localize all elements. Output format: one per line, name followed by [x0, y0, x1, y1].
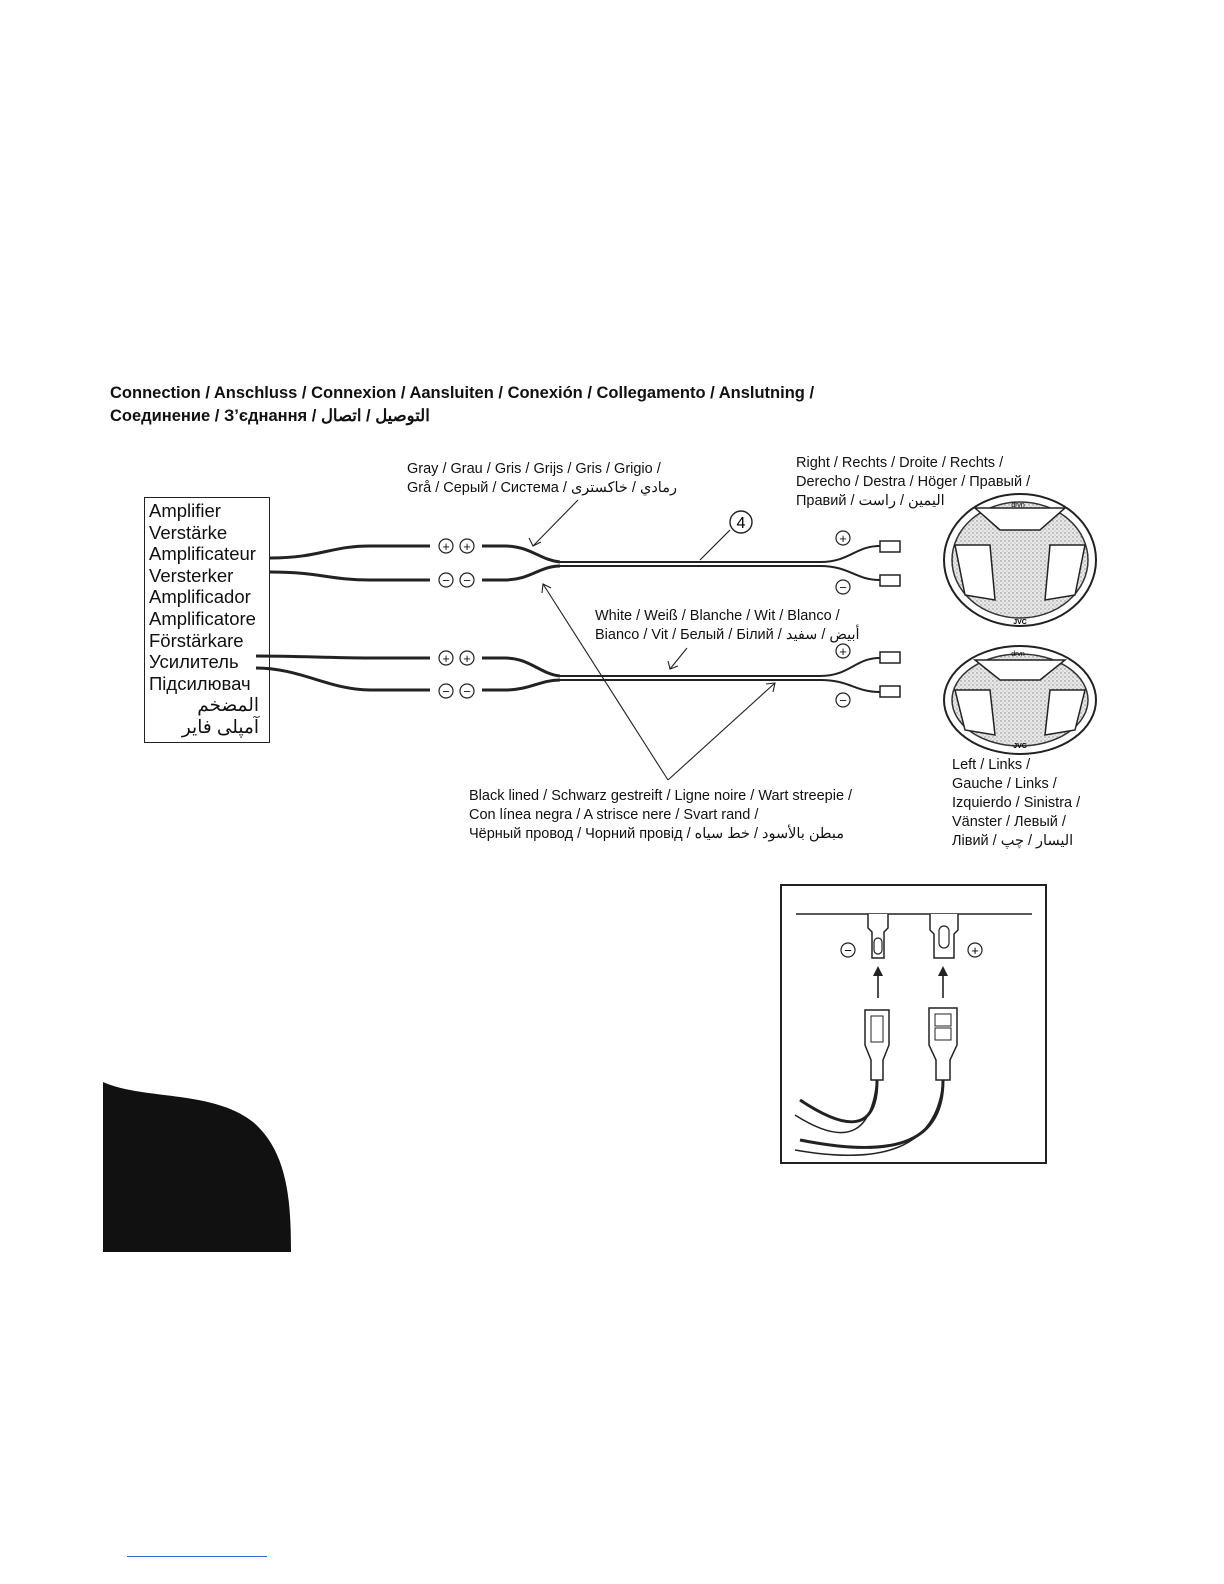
- black-wire-label-line1: Black lined / Schwarz gestreift / Ligne noire / Wart streepie /: [469, 788, 853, 804]
- minus-symbol: −: [844, 943, 852, 958]
- right-speaker-label-line3: Правий / اليمين / راست: [796, 493, 945, 509]
- minus-symbol: −: [463, 573, 471, 588]
- speaker-brand: JVC: [1013, 743, 1027, 750]
- black-wire-label-line2: Con línea negra / A strisce nere / Svart rand /: [469, 807, 759, 823]
- gray-wire-label-line2: Grå / Серый / Система / رمادي / خاکستری: [407, 480, 677, 496]
- cable-number: 4: [736, 515, 746, 532]
- page-title-line2: Соединение / З’єднання / التوصيل / اتصال: [110, 407, 430, 425]
- plus-symbol: +: [971, 943, 979, 958]
- plus-symbol: +: [839, 644, 847, 659]
- lower-terminal-plus: [880, 652, 900, 663]
- amplifier-label-en: Amplifier: [149, 500, 221, 521]
- minus-symbol: −: [442, 573, 450, 588]
- plus-symbol: +: [463, 651, 471, 666]
- plus-symbol: +: [442, 651, 450, 666]
- lower-terminal-minus: [880, 686, 900, 697]
- amplifier-label-it: Amplificatore: [149, 607, 256, 629]
- black-wire-label-line3: Чёрный провод / Чорний провід / مبطن بالأسود / خط سیاه: [469, 826, 844, 842]
- amplifier-label-nl: Versterker: [149, 564, 234, 586]
- minus-symbol: −: [463, 684, 471, 699]
- amplifier-label-ar: المضخم: [197, 694, 259, 716]
- amplifier-label-es: Amplificador: [149, 586, 251, 608]
- terminal-inset: [781, 885, 1046, 1163]
- cable-number-leader: [700, 530, 730, 560]
- speaker-top-brand: drvn: [1011, 502, 1025, 509]
- left-speaker-label-line5: Лівий / اليسار / چپ: [952, 833, 1074, 849]
- plus-symbol: +: [442, 539, 450, 554]
- amplifier-label-de: Verstärke: [149, 521, 228, 543]
- left-speaker-label-line1: Left / Links /: [952, 757, 1031, 773]
- left-speaker-label-line3: Izquierdo / Sinistra /: [952, 795, 1081, 811]
- right-speaker-label-line1: Right / Rechts / Droite / Rechts /: [796, 455, 1004, 471]
- amplifier-label-fa: آمپلی فایر: [181, 715, 259, 737]
- white-wire-label-line2: Bianco / Vit / Белый / Білий / أبيض / سفید: [595, 627, 860, 643]
- page-tab-marker: [103, 1082, 293, 1252]
- bottom-rule: [127, 1556, 267, 1557]
- speaker-top-brand: drvn: [1011, 651, 1025, 658]
- plus-symbol: +: [463, 539, 471, 554]
- white-wire-label-line1: White / Weiß / Blanche / Wit / Blanco /: [595, 608, 840, 624]
- minus-symbol: −: [839, 693, 847, 708]
- amplifier-label-ru: Усилитель: [149, 651, 239, 673]
- page-title-line1: Connection / Anschluss / Connexion / Aansluiten / Conexión / Collegamento / Anslutning /: [110, 384, 815, 402]
- right-speaker: [944, 494, 1096, 626]
- lower-cable: [256, 656, 880, 692]
- leader-lines: [529, 500, 775, 780]
- minus-symbol: −: [442, 684, 450, 699]
- amplifier-label-sv: Förstärkare: [149, 629, 244, 651]
- plus-symbol: +: [839, 531, 847, 546]
- upper-cable: [270, 546, 880, 580]
- upper-terminal-minus: [880, 575, 900, 586]
- right-speaker-label-line2: Derecho / Destra / Höger / Правый /: [796, 474, 1031, 490]
- gray-wire-label-line1: Gray / Grau / Gris / Grijs / Gris / Grigio /: [407, 461, 661, 477]
- speaker-brand: JVC: [1013, 619, 1027, 626]
- left-speaker-label-line2: Gauche / Links /: [952, 776, 1057, 792]
- left-speaker-label-line4: Vänster / Левый /: [952, 814, 1066, 830]
- left-speaker: [944, 646, 1096, 754]
- upper-terminal-plus: [880, 541, 900, 552]
- minus-symbol: −: [839, 580, 847, 595]
- amplifier-label-uk: Підсилювач: [149, 672, 251, 694]
- amplifier-label-fr: Amplificateur: [149, 543, 256, 565]
